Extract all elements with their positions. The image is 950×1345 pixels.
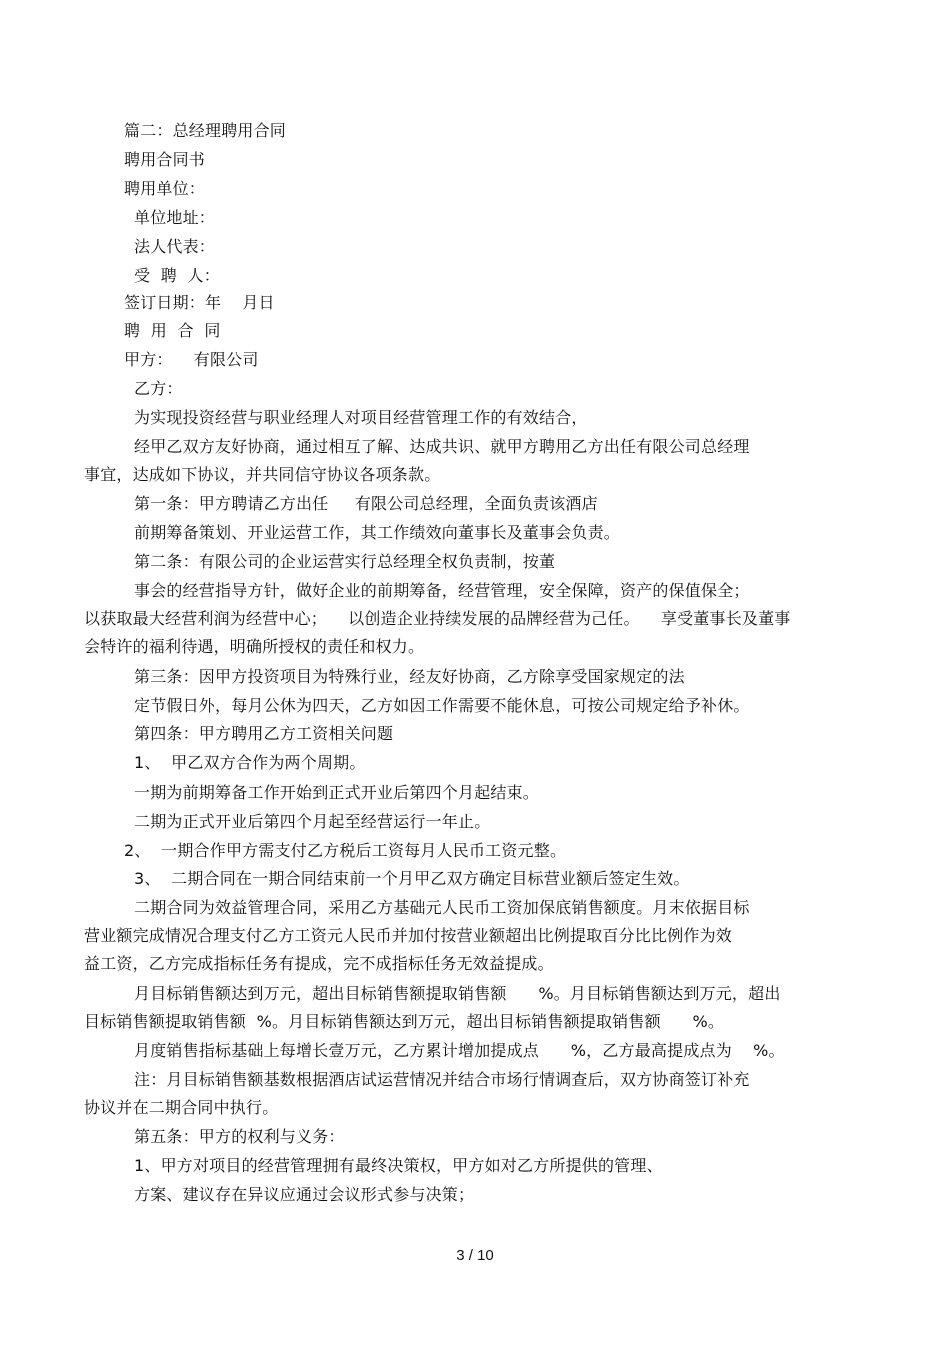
employer-field: 聘用单位：	[124, 179, 206, 198]
body-line: 一期为前期筹备工作开始到正式开业后第四个月起结束。	[134, 783, 540, 802]
body-line: 方案、建议存在异议应通过会议形式参与决策；	[134, 1185, 475, 1204]
legal-rep-field: 法人代表：	[134, 237, 216, 256]
article-5: 第五条：甲方的权利与义务：	[134, 1127, 345, 1146]
body-line: 事宜，达成如下协议，并共同信守协议各项条款。	[84, 465, 441, 484]
body-line: 益工资，乙方完成指标任务有提成，完不成指标任务无效益提成。	[84, 954, 554, 973]
body-line: 为实现投资经营与职业经理人对项目经营管理工作的有效结合，	[134, 408, 588, 427]
contract-heading: 聘 用 合 同	[124, 321, 221, 340]
party-a-field: 甲方： 有限公司	[124, 350, 259, 369]
body-line: 月度销售指标基础上每增长壹万元，乙方累计增加提成点 %，乙方最高提成点为 %。	[134, 1041, 785, 1060]
contract-title: 聘用合同书	[124, 150, 206, 169]
list-item: 2、 一期合作甲方需支付乙方税后工资每月人民币工资元整。	[124, 841, 567, 860]
body-line: 以获取最大经营利润为经营中心； 以创造企业持续发展的品牌经营为己任。 享受董事长及董事	[84, 609, 791, 628]
body-line: 二期合同为效益管理合同，采用乙方基础元人民币工资加保底销售额度。月末依据目标	[134, 898, 750, 917]
body-line: 事会的经营指导方针，做好企业的前期筹备，经营管理，安全保障，资产的保值保全；	[134, 581, 750, 600]
body-line: 二期为正式开业后第四个月起至经营运行一年止。	[134, 812, 491, 831]
body-line: 协议并在二期合同中执行。	[84, 1098, 279, 1117]
body-line: 月目标销售额达到万元，超出目标销售额提取销售额 %。月目标销售额达到万元，超出	[134, 984, 781, 1003]
list-item: 3、 二期合同在一期合同结束前一个月甲乙双方确定目标营业额后签定生效。	[134, 869, 690, 888]
page-number: 3 / 10	[456, 1247, 494, 1264]
party-b-field: 乙方：	[134, 379, 183, 398]
body-line: 前期筹备策划、开业运营工作，其工作绩效向董事长及董事会负责。	[134, 523, 621, 542]
section-title: 篇二：总经理聘用合同	[124, 121, 287, 140]
body-line: 经甲乙双方友好协商，通过相互了解、达成共识、就甲方聘用乙方出任有限公司总经理	[134, 437, 750, 456]
list-item: 1、 甲乙双方合作为两个周期。	[134, 753, 366, 772]
article-3: 第三条：因甲方投资项目为特殊行业，经友好协商，乙方除享受国家规定的法	[134, 667, 685, 686]
article-2: 第二条：有限公司的企业运营实行总经理全权负责制，按董	[134, 552, 556, 571]
body-line: 定节假日外，每月公休为四天，乙方如因工作需要不能休息，可按公司规定给予补休。	[134, 696, 750, 715]
list-item: 1、甲方对项目的经营管理拥有最终决策权，甲方如对乙方所提供的管理、	[134, 1156, 663, 1175]
body-line: 营业额完成情况合理支付乙方工资元人民币并加付按营业额超出比例提取百分比比例作为效	[84, 926, 733, 945]
article-4: 第四条：甲方聘用乙方工资相关问题	[134, 724, 394, 743]
employee-field: 受 聘 人：	[134, 266, 220, 285]
note-line: 注：月目标销售额基数根据酒店试运营情况并结合市场行情调查后，双方协商签订补充	[134, 1070, 750, 1089]
body-line: 会特许的福利待遇，明确所授权的责任和权力。	[84, 637, 425, 656]
body-line: 目标销售额提取销售额 %。月目标销售额达到万元，超出目标销售额提取销售额 %。	[84, 1012, 725, 1031]
article-1: 第一条：甲方聘请乙方出任 有限公司总经理，全面负责该酒店	[134, 494, 598, 513]
sign-date-field: 签订日期：年 月日	[124, 293, 275, 312]
address-field: 单位地址：	[134, 208, 216, 227]
